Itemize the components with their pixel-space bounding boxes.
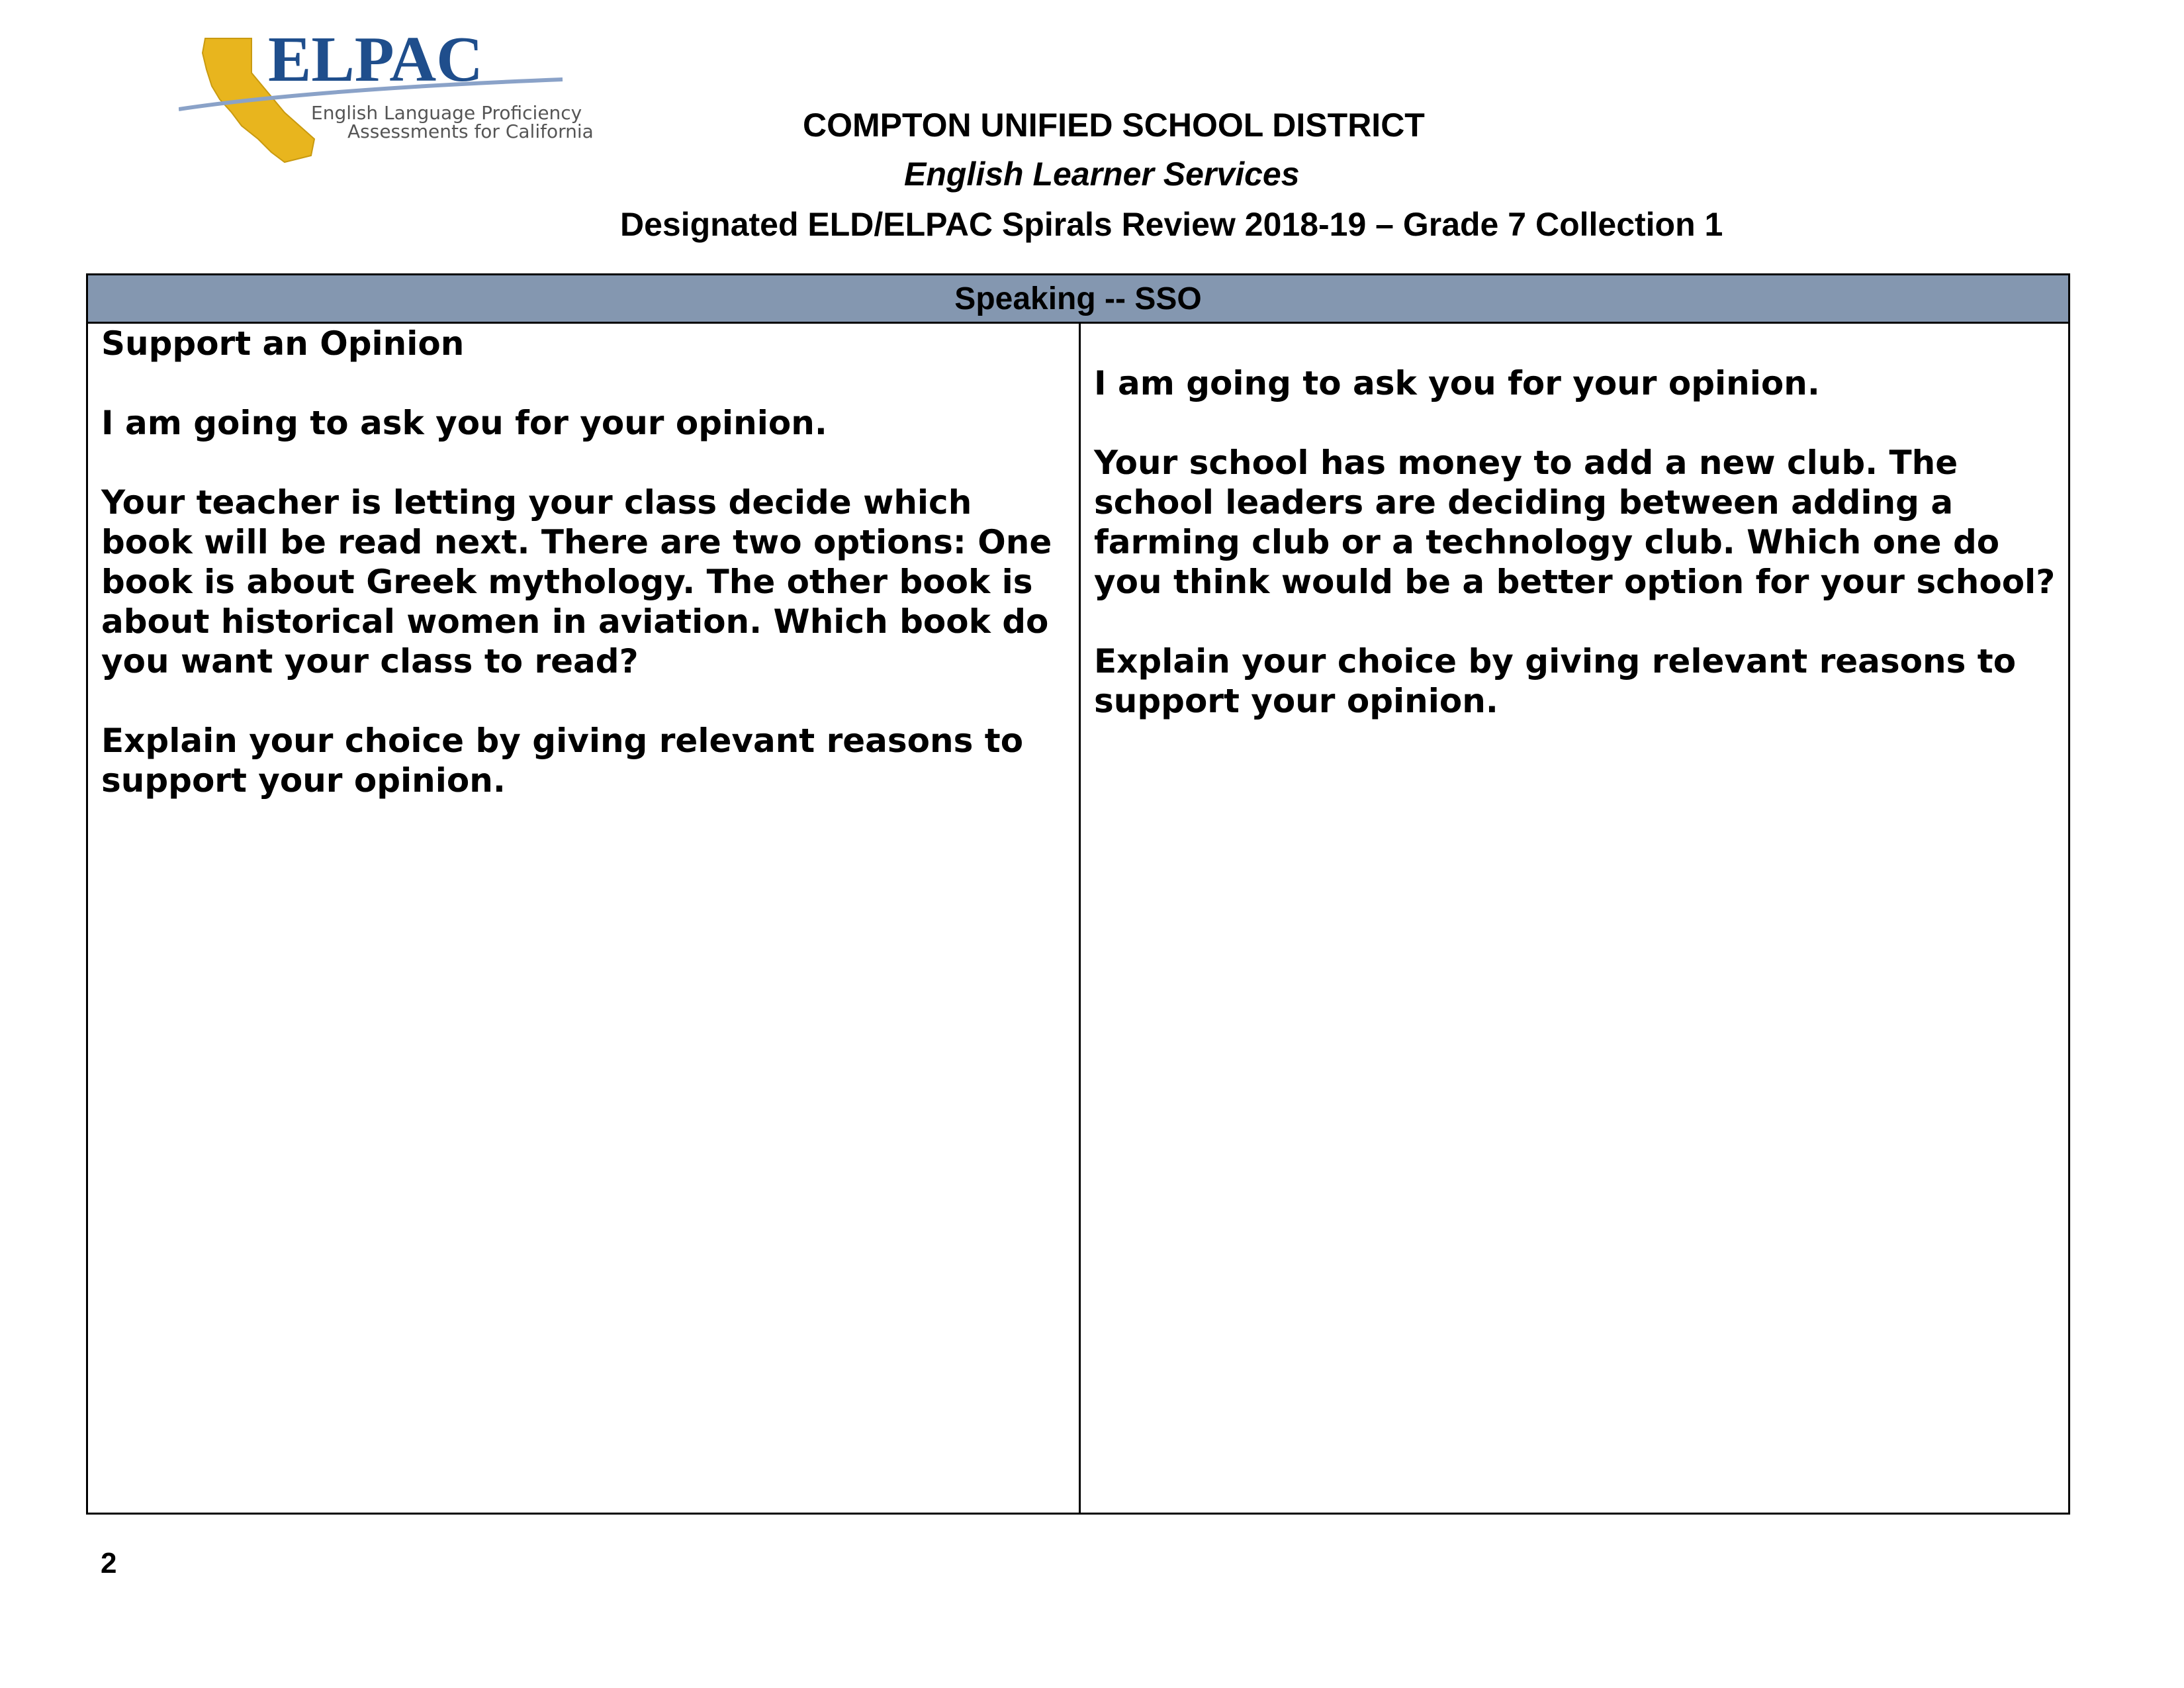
- speaking-table: [86, 273, 2070, 1515]
- section-header: Speaking -- SSO: [88, 275, 2068, 324]
- review-title: Designated ELD/ELPAC Spirals Review 2018-19 – Grade 7 Collection 1: [620, 206, 1723, 243]
- services-subtitle: English Learner Services: [904, 156, 1300, 193]
- logo-tagline-1: English Language Proficiency: [311, 102, 582, 124]
- right-prompt-cell: [1094, 363, 2060, 761]
- left-title: Support an Opinion: [101, 324, 465, 363]
- logo-wordmark: ELPAC: [268, 33, 483, 95]
- column-divider: [1079, 322, 1081, 1513]
- left-explain: Explain your choice by giving relevant reasons to support your opinion.: [101, 722, 1024, 800]
- right-intro: I am going to ask you for your opinion.: [1094, 364, 1820, 402]
- right-explain: Explain your choice by giving relevant reasons to support your opinion.: [1094, 642, 2017, 720]
- left-prompt-cell: [101, 324, 1074, 840]
- elpac-logo: [179, 33, 602, 165]
- right-prompt: Your school has money to add a new club. The school leaders are deciding between adding a farming club or a technology club. Which one do you think would be a better option for your school?: [1094, 444, 2056, 601]
- logo-tagline-2: Assessments for California: [347, 120, 594, 142]
- district-title: COMPTON UNIFIED SCHOOL DISTRICT: [803, 107, 1425, 144]
- page-number: 2: [101, 1547, 117, 1579]
- left-prompt: Your teacher is letting your class decide which book will be read next. There are two options: One book is about Greek mythology. The other book is about historical women in aviation. Which book do you want your class to read?: [101, 483, 1052, 680]
- left-intro: I am going to ask you for your opinion.: [101, 404, 827, 442]
